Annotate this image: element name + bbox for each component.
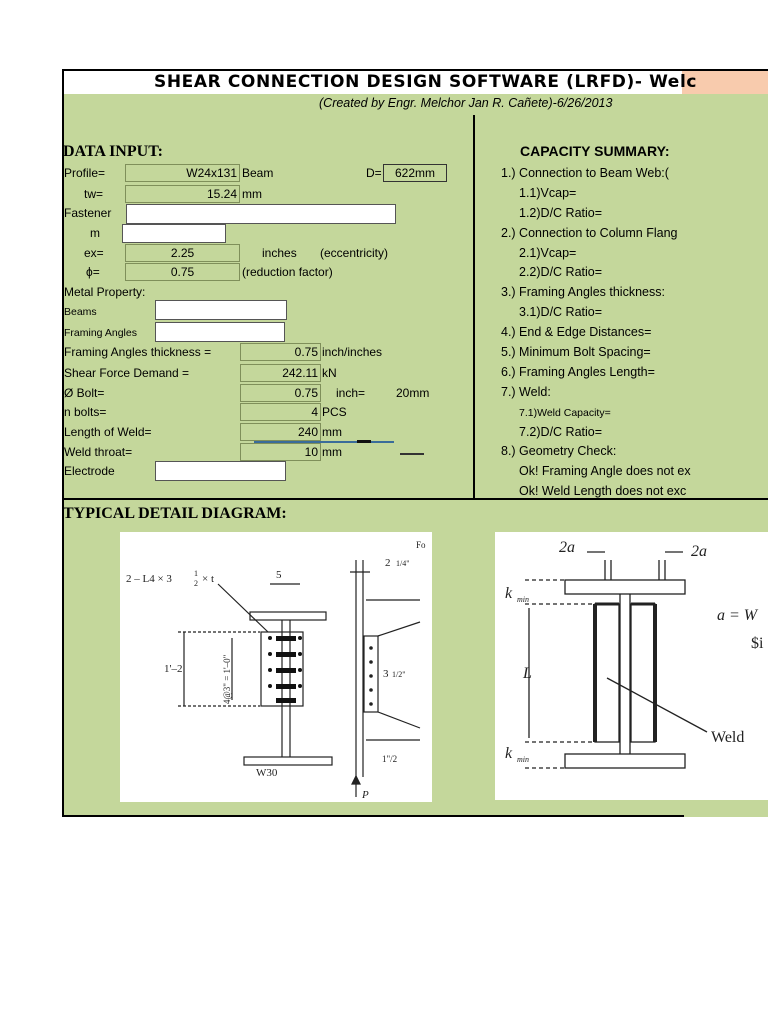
tw-cell[interactable] <box>125 185 240 203</box>
d-label: D= <box>366 166 382 180</box>
angle-right <box>631 604 655 742</box>
summary-item: Ok! Framing Angle does not ex <box>519 464 691 478</box>
phi-label: ϕ= <box>86 265 100 279</box>
gap-frac: 1/4" <box>396 559 410 568</box>
framing-angles-material-input[interactable] <box>155 322 285 342</box>
angle-frac-d: 2 <box>194 579 198 588</box>
weld-length-label: Length of Weld= <box>64 425 152 439</box>
tw-value: 15.24 <box>206 187 237 201</box>
weld-throat-mark <box>400 453 424 455</box>
svg-text:k <box>505 585 513 602</box>
summary-item: 1.2)D/C Ratio= <box>519 206 603 220</box>
spacing-label: 5 <box>276 569 282 581</box>
summary-item: 4.) End & Edge Distances= <box>501 325 652 339</box>
summary-item: 7.1)Weld Capacity= <box>519 407 611 419</box>
weld-detail-svg <box>495 532 768 800</box>
fa-thickness-cell[interactable] <box>240 343 321 361</box>
title-bar <box>62 69 768 96</box>
ex-unit: inches <box>262 246 297 260</box>
k-bot-label: k <box>505 745 513 762</box>
top-flange <box>250 612 326 620</box>
summary-item: 1.) Connection to Beam Web:( <box>501 166 669 180</box>
page-title: SHEAR CONNECTION DESIGN SOFTWARE (LRFD)- Welc <box>154 72 698 92</box>
load-label: P <box>362 789 369 801</box>
diagram-heading: TYPICAL DETAIL DIAGRAM: <box>63 505 287 522</box>
svg-text:2 – L4 × 3 <box>126 573 172 585</box>
bolt-unit: inch= <box>336 386 366 400</box>
weld-throat-cell[interactable] <box>240 443 321 461</box>
m-input[interactable] <box>122 224 226 243</box>
nbolts-unit: PCS <box>322 405 347 419</box>
phi-value: 0.75 <box>170 265 195 279</box>
profile-cell[interactable] <box>125 164 240 182</box>
angle-left <box>595 604 619 742</box>
left-detail-diagram <box>120 532 432 802</box>
bottom-border <box>62 815 684 817</box>
ex-value: 2.25 <box>170 246 195 260</box>
beam-label: W30 <box>256 767 278 779</box>
bolt-group <box>268 636 302 703</box>
angle-frac-n: 1 <box>194 569 198 578</box>
phi-note: (reduction factor) <box>242 265 333 279</box>
author-line: (Created by Engr. Melchor Jan R. Cañete)-6/26/2013 <box>319 96 613 110</box>
fa-thickness-unit: inch/inches <box>322 345 383 359</box>
tw-label: tw= <box>84 187 104 201</box>
summary-item: 8.) Geometry Check: <box>501 444 617 458</box>
weld-top-flange <box>565 580 685 594</box>
shear-value: 242.11 <box>282 366 318 380</box>
ex-note: (eccentricity) <box>320 246 389 260</box>
nbolts-label: n bolts= <box>64 405 107 419</box>
angle-t: × t <box>202 573 215 585</box>
weld-throat-value: 10 <box>304 445 318 459</box>
length-label: L <box>523 665 532 682</box>
weld-length-unit: mm <box>322 425 342 439</box>
section-divider-horizontal <box>62 498 768 500</box>
m-label: m <box>90 226 100 240</box>
bottom-frac: 1"/2 <box>382 754 398 764</box>
formula-label-2: $i <box>751 635 764 652</box>
bolt-cell[interactable] <box>240 384 321 402</box>
summary-item: 7.2)D/C Ratio= <box>519 425 603 439</box>
ex-label: ex= <box>84 246 104 260</box>
shear-cell[interactable] <box>240 364 321 382</box>
nbolts-cell[interactable] <box>240 403 321 421</box>
bolt-value: 0.75 <box>294 386 318 400</box>
summary-item: 2.) Connection to Column Flang <box>501 226 678 240</box>
k-top-sub: min <box>517 595 529 604</box>
framing-angles-label: Framing Angles <box>64 327 137 339</box>
leg-frac: 1/2" <box>392 670 406 679</box>
beams-label: Beams <box>64 306 97 318</box>
section-divider <box>473 115 475 498</box>
fa-thickness-label: Framing Angles thickness = <box>64 345 212 359</box>
profile-value: W24x131 <box>186 166 237 180</box>
shear-unit: kN <box>322 366 337 380</box>
gap-label: 2 <box>385 557 391 569</box>
summary-item: 1.1)Vcap= <box>519 186 577 200</box>
k-top-label: k <box>505 585 513 602</box>
bolt-mm: 20mm <box>396 386 430 400</box>
weld-throat-unit: mm <box>322 445 342 459</box>
electrode-label: Electrode <box>64 464 115 478</box>
fastener-label: Fastener <box>64 206 112 220</box>
fa-thickness-value: 0.75 <box>294 345 318 359</box>
weld-label: Weld <box>711 729 745 746</box>
d-value: 622mm <box>394 166 435 180</box>
summary-item: 3.) Framing Angles thickness: <box>501 285 665 299</box>
bolt-label: Ø Bolt= <box>64 386 105 400</box>
summary-item: Ok! Weld Length does not exc <box>519 484 687 498</box>
electrode-input[interactable] <box>155 461 286 481</box>
phi-cell[interactable] <box>125 263 240 281</box>
fastener-dropdown[interactable] <box>126 204 396 224</box>
summary-item: 6.) Framing Angles Length= <box>501 365 655 379</box>
weld-length-cell[interactable] <box>240 423 321 441</box>
connection-detail-svg <box>120 532 432 802</box>
tw-unit: mm <box>242 187 262 201</box>
beams-material-input[interactable] <box>155 300 287 320</box>
d-cell[interactable] <box>383 164 447 182</box>
right-weld-diagram <box>495 532 768 800</box>
nbolts-value: 4 <box>311 405 318 419</box>
summary-item: 2.2)D/C Ratio= <box>519 265 603 279</box>
pitch-label: 4@3" = 1'–0" <box>222 654 232 704</box>
weld-line-mark <box>357 440 371 443</box>
profile-unit: Beam <box>242 166 274 180</box>
metal-property-label: Metal Property: <box>64 285 146 299</box>
summary-item: 5.) Minimum Bolt Spacing= <box>501 345 651 359</box>
height-label: 1'–2 <box>164 663 183 675</box>
weld-length-value: 240 <box>297 425 318 439</box>
left-border <box>62 69 64 817</box>
summary-item: 7.) Weld: <box>501 385 551 399</box>
k-bot-sub: min <box>517 755 529 764</box>
fo-label: Fo <box>416 540 426 550</box>
dim-right-label: 2a <box>691 543 707 560</box>
weld-throat-label: Weld throat= <box>64 445 133 459</box>
summary-item: 2.1)Vcap= <box>519 246 577 260</box>
spreadsheet <box>62 69 768 817</box>
data-input-heading: DATA INPUT: <box>63 143 163 160</box>
leg-label: 3 <box>383 668 389 680</box>
profile-label: Profile= <box>64 166 106 180</box>
angle-spec: 2 – L4 × 3 <box>126 573 172 585</box>
svg-text:k <box>505 745 513 762</box>
bottom-flange <box>244 757 332 765</box>
capacity-summary-heading: CAPACITY SUMMARY: <box>520 143 670 159</box>
ex-cell[interactable] <box>125 244 240 262</box>
formula-label: a = W <box>717 607 758 624</box>
weld-bottom-flange <box>565 754 685 768</box>
summary-item: 3.1)D/C Ratio= <box>519 305 603 319</box>
dim-left-label: 2a <box>559 539 575 556</box>
shear-label: Shear Force Demand = <box>64 366 190 380</box>
